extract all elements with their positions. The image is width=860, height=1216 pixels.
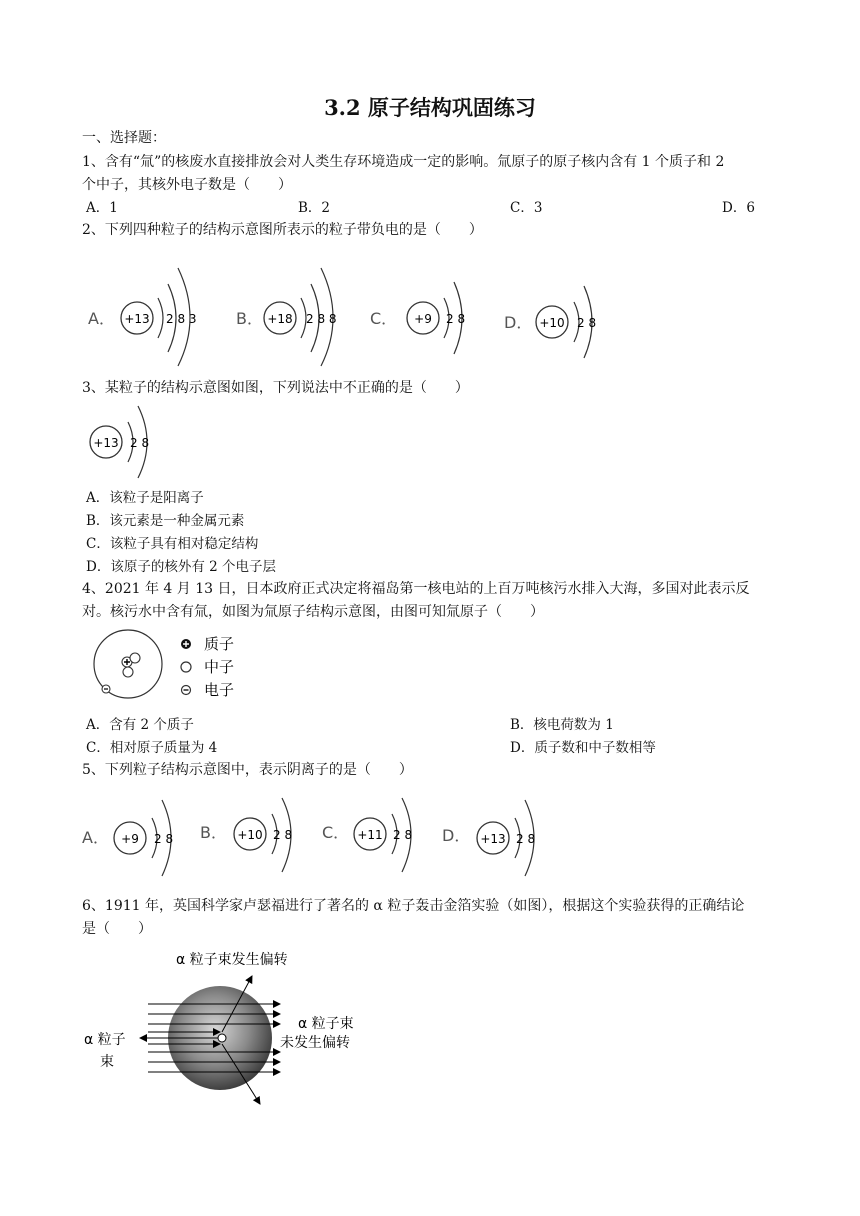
q5-diagram-b-shells: 2 8 — [273, 828, 293, 842]
q2-text: 2、下列四种粒子的结构示意图所表示的粒子带负电的是（ ） — [82, 222, 483, 238]
q5-diagrams — [80, 796, 550, 880]
q3-text: 3、某粒子的结构示意图如图，下列说法中不正确的是（ ） — [82, 380, 469, 396]
q2-diagram-d-shells: 2 8 — [577, 316, 597, 330]
q3-option-b: B．该元素是一种金属元素 — [86, 513, 245, 529]
q1-text-line1: 1、含有“氚”的核废水直接排放会对人类生存环境造成一定的影响。氚原子的原子核内含有 1 个质子和 2 — [82, 154, 725, 170]
q2-diagram-c-label: C． — [370, 309, 398, 328]
legend-neutron-label: 中子 — [204, 658, 235, 676]
q5-diagram-b — [200, 798, 292, 872]
q6-text-line2: 是（ ） — [82, 921, 152, 937]
q4-option-b: B．核电荷数为 1 — [510, 717, 614, 733]
page-title: 3.2 原子结构巩固练习 — [324, 95, 536, 120]
neutron-icon — [130, 653, 140, 663]
q2-diagram-c-shells: 2 8 — [446, 312, 466, 326]
q1-option-a: A．1 — [86, 200, 118, 216]
q4-option-a: A．含有 2 个质子 — [86, 717, 194, 733]
q5-diagram-c — [322, 798, 412, 872]
q2-diagram-a-shells: 2 8 3 — [166, 312, 197, 326]
q3-diagram-nucleus: +13 — [93, 436, 119, 450]
q5-diagram-a-shells: 2 8 — [154, 832, 174, 846]
q5-diagram-b-nucleus: +10 — [237, 828, 263, 842]
q5-diagram-c-shells: 2 8 — [393, 828, 413, 842]
q4-text-line2: 对。核污水中含有氚，如图为氚原子结构示意图，由图可知氚原子（ ） — [82, 604, 544, 620]
q6-rutherford-figure — [80, 944, 380, 1110]
q6-text-line1: 6、1911 年，英国科学家卢瑟福进行了著名的 α 粒子轰击金箔实验（如图），根据这个实验获得的正确结论 — [82, 898, 745, 914]
q2-diagram-b-shells: 2 8 8 — [306, 312, 337, 326]
legend-neutron-icon — [181, 662, 191, 672]
q4-tritium-diagram — [86, 628, 256, 704]
q4-text-line1: 4、2021 年 4 月 13 日，日本政府正式决定将福岛第一核电站的上百万吨核污水排入大海，多国对此表示反 — [82, 581, 750, 597]
q2-diagram-b-label: B． — [236, 309, 263, 328]
q5-diagram-c-nucleus: +11 — [357, 828, 383, 842]
q5-text: 5、下列粒子结构示意图中，表示阴离子的是（ ） — [82, 762, 413, 778]
q1-option-d: D．6 — [722, 200, 755, 216]
q5-diagram-d-label: D． — [442, 826, 471, 845]
q5-diagram-d-nucleus: +13 — [480, 832, 506, 846]
q6-label-undeflected-1: α 粒子束 — [298, 1016, 354, 1032]
q6-label-beam-2: 束 — [100, 1054, 114, 1070]
q1-text-line2: 个中子，其核外电子数是（ ） — [82, 177, 292, 193]
q6-label-undeflected-2: 未发生偏转 — [280, 1035, 350, 1051]
q2-diagram-b — [236, 268, 337, 366]
q2-diagram-d — [504, 286, 596, 358]
section-heading: 一、选择题： — [82, 130, 166, 146]
q3-diagram — [84, 402, 174, 482]
q3-option-d: D．该原子的核外有 2 个电子层 — [86, 559, 276, 575]
q2-diagram-a-nucleus: +13 — [124, 312, 150, 326]
q2-diagram-b-nucleus: +18 — [267, 312, 293, 326]
q2-diagram-a-label: A． — [88, 309, 115, 328]
q5-diagram-d-shells: 2 8 — [516, 832, 536, 846]
q2-diagrams — [80, 258, 620, 368]
q4-option-d: D．质子数和中子数相等 — [510, 740, 656, 756]
q6-label-deflected: α 粒子束发生偏转 — [176, 952, 288, 968]
q3-diagram-shells: 2 8 — [130, 436, 150, 450]
q5-diagram-a-label: A． — [82, 828, 109, 847]
q2-diagram-a — [88, 268, 197, 366]
q4-option-c: C．相对原子质量为 4 — [86, 740, 218, 756]
q2-diagram-d-nucleus: +10 — [539, 316, 565, 330]
q2-diagram-c — [370, 282, 465, 354]
q3-option-c: C．该粒子具有相对稳定结构 — [86, 536, 259, 552]
q1-option-b: B．2 — [298, 200, 331, 216]
q5-diagram-a — [82, 800, 173, 876]
q1-option-c: C．3 — [510, 200, 543, 216]
q3-option-a: A．该粒子是阳离子 — [86, 490, 204, 506]
q2-diagram-c-nucleus: +9 — [414, 312, 432, 326]
q2-diagram-d-label: D． — [504, 313, 533, 332]
legend-electron-label: 电子 — [204, 681, 235, 699]
q5-diagram-d — [442, 800, 535, 876]
legend-proton-label: 质子 — [204, 635, 235, 653]
q6-label-beam-1: α 粒子 — [84, 1032, 126, 1048]
neutron-icon — [123, 667, 133, 677]
q5-diagram-b-label: B． — [200, 823, 227, 842]
q5-diagram-c-label: C． — [322, 823, 350, 842]
q5-diagram-a-nucleus: +9 — [121, 832, 139, 846]
